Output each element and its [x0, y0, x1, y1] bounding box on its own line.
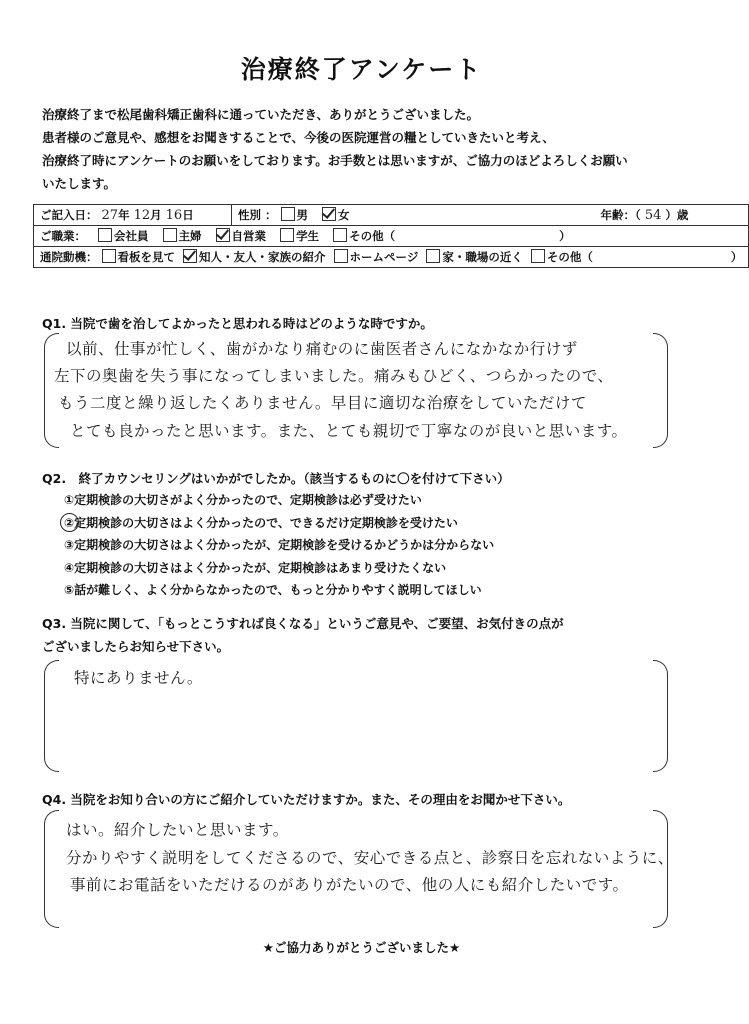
date-year-value[interactable]: 27: [101, 208, 119, 223]
date-month-value[interactable]: 12: [133, 208, 151, 223]
age-label: 年齢：（: [600, 208, 641, 222]
visit-option-referral[interactable]: 知人・友人・家族の紹介: [183, 249, 326, 265]
day-unit: 日: [182, 208, 194, 222]
job-label: ご職業：: [40, 229, 86, 243]
q2-choices: [64, 489, 494, 602]
bracket-left: [44, 660, 59, 772]
intro-line: 治療終了まで松尾歯科矯正歯科に通っていただき、ありがとうございました。: [42, 107, 480, 122]
checkbox-icon[interactable]: [531, 249, 545, 263]
page-title: 治療終了アンケート: [240, 55, 483, 84]
date-label: ご記入日：: [40, 208, 98, 222]
age-cell: [444, 205, 749, 226]
q1-answer-line: 以前、仕事が忙しく、歯がかなり痛むのに歯医者さんになかなか行けず: [66, 340, 578, 358]
job-close-paren: ）: [559, 229, 571, 243]
visit-option-nearby[interactable]: 家・職場の近く: [426, 249, 523, 265]
visit-label: 通院動機：: [40, 250, 98, 264]
checkbox-checked-icon[interactable]: [216, 228, 230, 242]
job-option-company[interactable]: 会社員: [98, 228, 149, 244]
bracket-left: [44, 333, 59, 448]
intro-line: いたします。: [42, 176, 117, 191]
footer-thanks: ★ご協力ありがとうございました★: [262, 940, 461, 955]
checkbox-checked-icon[interactable]: [183, 249, 197, 263]
visit-option-other[interactable]: その他（: [531, 249, 593, 265]
age-unit: ）歳: [665, 208, 689, 222]
job-option-other[interactable]: その他（: [333, 228, 395, 244]
bracket-right: [653, 333, 668, 448]
q4-answer-area[interactable]: [44, 810, 674, 928]
checkbox-icon[interactable]: [163, 228, 177, 242]
year-unit: 年: [118, 208, 130, 222]
date-cell: [34, 205, 232, 226]
checkbox-icon[interactable]: [102, 249, 116, 263]
q3-question-line1: Q3. 当院に関して、「もっとこうすれば良くなる」というご意見や、ご要望、お気付きの点が: [42, 616, 564, 631]
choice-1[interactable]: ①定期検診の大切さがよく分かったので、定期検診は必ず受けたい: [64, 493, 422, 507]
visit-option-homepage[interactable]: ホームページ: [334, 249, 419, 265]
choice-2[interactable]: ②定期検診の大切さはよく分かったので、できるだけ定期検診を受けたい: [64, 512, 494, 535]
visit-option-sign[interactable]: 看板を見て: [102, 249, 176, 265]
q3-question-line2: ございましたらお知らせ下さい。: [42, 639, 230, 654]
q3-answer: 特にありません。: [74, 669, 203, 687]
job-option-self-employed[interactable]: 自営業: [216, 228, 267, 244]
age-value[interactable]: 54: [644, 208, 662, 223]
checkbox-icon[interactable]: [426, 249, 440, 263]
checkbox-icon[interactable]: [333, 228, 347, 242]
checkbox-icon[interactable]: [98, 228, 112, 242]
q4-answer-line: はい。紹介したいと思います。: [66, 821, 289, 839]
checkbox-icon[interactable]: [334, 249, 348, 263]
intro-line: 治療終了時にアンケートのお願いをしております。お手数とは思いますが、ご協力のほどよろしくお願い: [42, 153, 628, 168]
intro-text: [42, 103, 692, 195]
visit-close-paren: ）: [730, 250, 743, 264]
choice-3[interactable]: ③定期検診の大切さはよく分かったが、定期検診を受けるかどうかは分からない: [64, 538, 495, 552]
choice-5[interactable]: ⑤話が難しく、よく分からなかったので、もっと分かりやすく説明してほしい: [64, 583, 482, 597]
gender-cell: [232, 205, 445, 226]
date-day-value[interactable]: 16: [165, 208, 183, 223]
info-table: [33, 204, 749, 268]
q1-question: Q1. 当院で歯を治してよかったと思われる時はどのような時ですか。: [42, 316, 433, 331]
q1-answer-line: 左下の奥歯を失う事になってしまいました。痛みもひどく、つらかったので、: [54, 367, 614, 385]
q4-question: Q4. 当院をお知り合いの方にご紹介していただけますか。また、その理由をお聞かせ下さい。: [42, 792, 571, 807]
gender-male-option[interactable]: 男: [281, 207, 309, 223]
q2-question: Q2. 終了カウンセリングはいかがでしたか。（該当するものに〇を付けて下さい）: [42, 471, 510, 486]
job-option-student[interactable]: 学生: [280, 228, 319, 244]
q1-answer-line: とても良かったと思います。また、とても親切で丁寧なのが良いと思います。: [70, 422, 628, 440]
q4-answer-line: 事前にお電話をいただけるのがありがたいので、他の人にも紹介したいです。: [70, 876, 629, 894]
visit-cell: [34, 247, 749, 268]
q4-answer-line: 分かりやすく説明をしてくださるので、安心できる点と、診察日を忘れないように、: [66, 849, 674, 867]
month-unit: 月: [150, 208, 162, 222]
gender-female-option[interactable]: 女: [322, 207, 350, 223]
choice-4[interactable]: ④定期検診の大切さはよく分かったが、定期検診はあまり受けたくない: [64, 560, 447, 575]
q1-answer-line: もう二度と繰り返したくありません。早目に適切な治療をしていただけて: [58, 394, 587, 412]
checkbox-checked-icon[interactable]: [322, 207, 336, 221]
q1-answer-area[interactable]: [44, 333, 668, 448]
selected-circle-icon: [60, 513, 79, 532]
job-option-homemaker[interactable]: 主婦: [163, 228, 202, 244]
bracket-left: [44, 810, 59, 928]
intro-line: 患者様のご意見や、感想をお聞きすることで、今後の医院運営の糧としていきたいと考え、: [42, 130, 555, 145]
checkbox-icon[interactable]: [280, 228, 294, 242]
bracket-right: [653, 810, 668, 928]
gender-label: 性別 ：: [238, 208, 277, 222]
job-cell: [34, 226, 749, 247]
q3-answer-area[interactable]: [44, 660, 668, 772]
checkbox-icon[interactable]: [281, 207, 295, 221]
bracket-right: [653, 660, 668, 772]
